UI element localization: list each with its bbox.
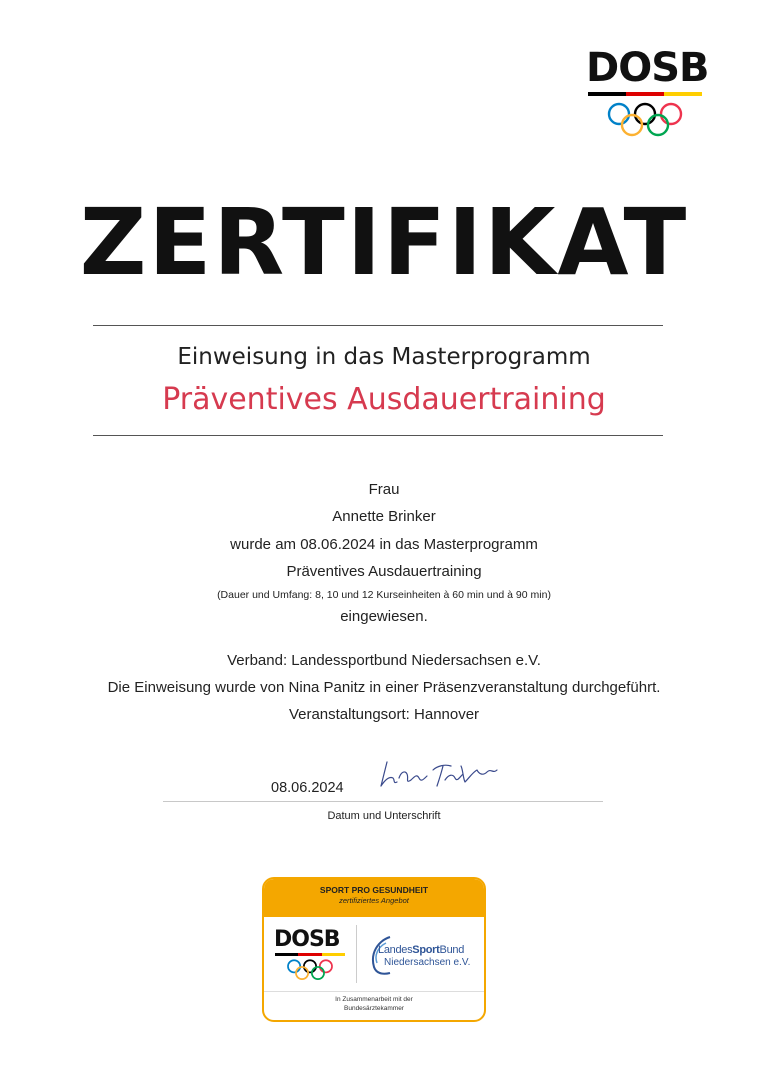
badge-footer xyxy=(264,996,484,1013)
divider-top xyxy=(93,325,663,326)
dosb-logo-text: DOSB xyxy=(586,45,709,91)
recipient-name: Annette Brinker xyxy=(332,508,436,525)
location-line: Veranstaltungsort: Hannover xyxy=(288,706,480,723)
badge-flag-stripe xyxy=(275,953,345,956)
dosb-logo xyxy=(586,45,709,142)
sport-pro-gesundheit-badge xyxy=(262,877,486,1022)
certificate-title: ZERTIFIKAT xyxy=(79,189,689,296)
badge-footer-line2: Bundesärztekammer xyxy=(344,1004,404,1012)
badge-footer-line1: In Zusammenarbeit mit der xyxy=(335,996,413,1003)
badge-olympic-rings-icon xyxy=(286,959,334,981)
recipient-program: Präventives Ausdauertraining xyxy=(286,563,482,580)
signature-date: 08.06.2024 xyxy=(271,780,344,796)
duration-note: (Dauer und Umfang: 8, 10 und 12 Kurseinheiten à 60 min und à 90 min) xyxy=(217,589,551,601)
recipient-statement: wurde am 08.06.2024 in das Masterprogramm xyxy=(230,536,538,553)
badge-divider-horizontal xyxy=(264,991,484,992)
association-line: Verband: Landessportbund Niedersachsen e.V. xyxy=(227,652,541,669)
badge-subtitle: zertifiziertes Angebot xyxy=(339,896,409,905)
german-flag-stripe xyxy=(588,92,702,96)
lsb-region-line: Niedersachsen e.V. xyxy=(384,957,471,968)
recipient-closing: eingewiesen. xyxy=(340,608,428,625)
badge-dosb-logo xyxy=(274,927,348,983)
instructor-line: Die Einweisung wurde von Nina Panitz in einer Präsenzveranstaltung durchgeführt. xyxy=(107,679,661,696)
landessportbund-logo xyxy=(368,933,480,979)
program-intro: Einweisung in das Masterprogramm xyxy=(177,344,591,370)
badge-title: SPORT PRO GESUNDHEIT xyxy=(319,885,429,895)
badge-divider-vertical xyxy=(356,925,357,983)
handwritten-signature xyxy=(375,756,507,794)
badge-dosb-text: DOSB xyxy=(274,927,340,952)
badge-header xyxy=(264,879,484,917)
divider-bottom xyxy=(93,435,663,436)
lsb-name-line: LandesSportBund xyxy=(378,944,465,956)
recipient-salutation: Frau xyxy=(368,481,400,498)
signature-caption: Datum und Unterschrift xyxy=(327,810,441,822)
signature-line xyxy=(163,801,603,802)
program-name: Präventives Ausdauertraining xyxy=(162,382,606,417)
olympic-rings-icon xyxy=(606,102,684,138)
